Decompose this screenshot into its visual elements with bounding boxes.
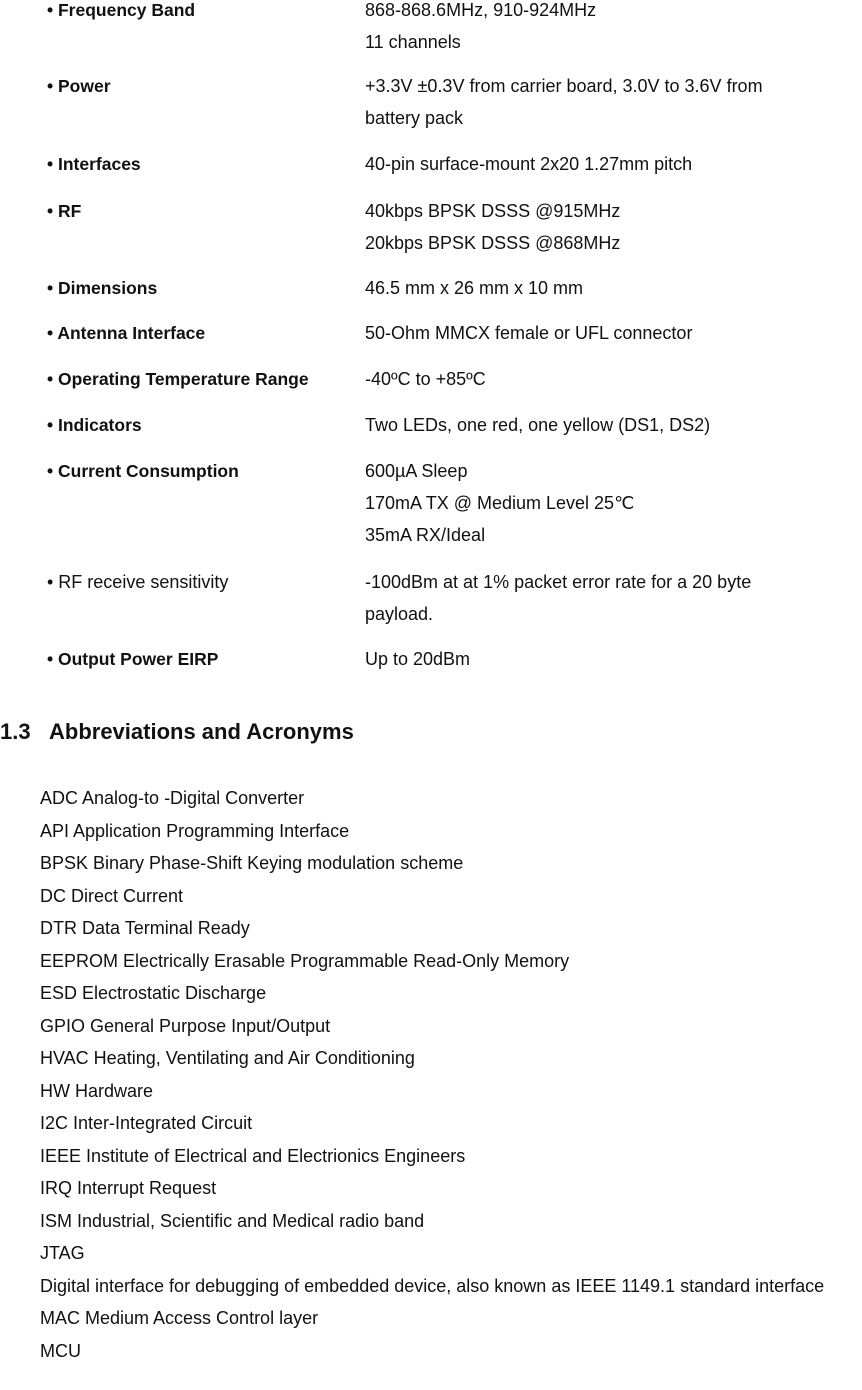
spec-value-line: Up to 20dBm xyxy=(365,649,471,669)
spec-value-line: -100dBm at at 1% packet error rate for a 20 byte xyxy=(365,572,752,592)
abbreviation-item: HVAC Heating, Ventilating and Air Conditioning xyxy=(40,1048,415,1068)
spec-value xyxy=(365,195,855,259)
abbreviation-item: ISM Industrial, Scientific and Medical radio band xyxy=(40,1210,425,1231)
abbreviation-item: ADC Analog-to -Digital Converter xyxy=(40,788,305,808)
abbreviation-item: HW Hardware xyxy=(40,1080,154,1101)
spec-value xyxy=(365,272,855,304)
spec-value xyxy=(365,0,855,58)
abbreviation-item: DC Direct Current xyxy=(40,885,184,906)
spec-label: • Power xyxy=(47,76,111,96)
spec-value-line: 170mA TX @ Medium Level 25℃ xyxy=(365,493,635,513)
spec-label: • Operating Temperature Range xyxy=(47,369,309,389)
abbreviation-item: MCU xyxy=(40,1340,81,1361)
spec-value xyxy=(365,70,855,134)
spec-value-line: 46.5 mm x 26 mm x 10 mm xyxy=(365,278,584,298)
spec-value xyxy=(365,409,855,441)
section-heading xyxy=(0,716,354,748)
abbreviation-item: Digital interface for debugging of embedded device, also known as IEEE 1149.1 standard interface xyxy=(40,1275,825,1296)
abbreviation-item: EEPROM Electrically Erasable Programmable Read-Only Memory xyxy=(40,950,570,971)
spec-label: • Interfaces xyxy=(47,154,141,174)
spec-value-line: 40-pin surface-mount 2x20 1.27mm pitch xyxy=(365,154,693,174)
spec-value-line: battery pack xyxy=(365,108,464,128)
spec-value-line: 600µA Sleep xyxy=(365,461,468,481)
abbreviation-item: IEEE Institute of Electrical and Electrionics Engineers xyxy=(40,1145,466,1166)
spec-value xyxy=(365,643,855,675)
spec-label: • RF xyxy=(47,201,82,221)
spec-value-line: -40ºC to +85ºC xyxy=(365,369,486,389)
spec-value-line: Two LEDs, one red, one yellow (DS1, DS2) xyxy=(365,415,711,435)
spec-label: • Indicators xyxy=(47,415,142,435)
spec-label: • Current Consumption xyxy=(47,461,239,481)
spec-value-line: +3.3V ±0.3V from carrier board, 3.0V to 3.6V from xyxy=(365,76,763,96)
abbreviation-item: BPSK Binary Phase-Shift Keying modulation scheme xyxy=(40,853,464,873)
spec-label: • Antenna Interface xyxy=(47,323,206,343)
abbreviation-item: GPIO General Purpose Input/Output xyxy=(40,1015,331,1036)
section-title: Abbreviations and Acronyms xyxy=(49,719,354,744)
abbreviation-item: API Application Programming Interface xyxy=(40,820,350,841)
spec-value xyxy=(365,317,855,349)
abbreviation-item: DTR Data Terminal Ready xyxy=(40,918,250,938)
spec-value-line: 35mA RX/Ideal xyxy=(365,525,486,545)
abbreviation-list xyxy=(40,782,862,1367)
section-number: 1.3 xyxy=(0,719,31,744)
spec-value xyxy=(365,455,855,551)
spec-value xyxy=(365,363,855,395)
spec-value-line: 20kbps BPSK DSSS @868MHz xyxy=(365,233,621,253)
spec-value-line: 11 channels xyxy=(365,32,461,52)
spec-value-line: 868-868.6MHz, 910-924MHz xyxy=(365,0,597,20)
spec-value xyxy=(365,566,855,630)
abbreviation-item: ESD Electrostatic Discharge xyxy=(40,983,267,1003)
abbreviation-item: I2C Inter-Integrated Circuit xyxy=(40,1113,253,1133)
spec-value-line: 50-Ohm MMCX female or UFL connector xyxy=(365,323,693,343)
spec-value xyxy=(365,148,855,180)
spec-label: • Output Power EIRP xyxy=(47,649,219,669)
abbreviation-item: IRQ Interrupt Request xyxy=(40,1178,217,1198)
spec-value-line: payload. xyxy=(365,604,434,624)
spec-value-line: 40kbps BPSK DSSS @915MHz xyxy=(365,201,621,221)
abbreviation-item: JTAG xyxy=(40,1243,85,1263)
spec-label: • Frequency Band xyxy=(47,0,196,20)
abbreviation-item: MAC Medium Access Control layer xyxy=(40,1308,319,1328)
spec-label: • Dimensions xyxy=(47,278,158,298)
spec-label: • RF receive sensitivity xyxy=(47,572,229,592)
